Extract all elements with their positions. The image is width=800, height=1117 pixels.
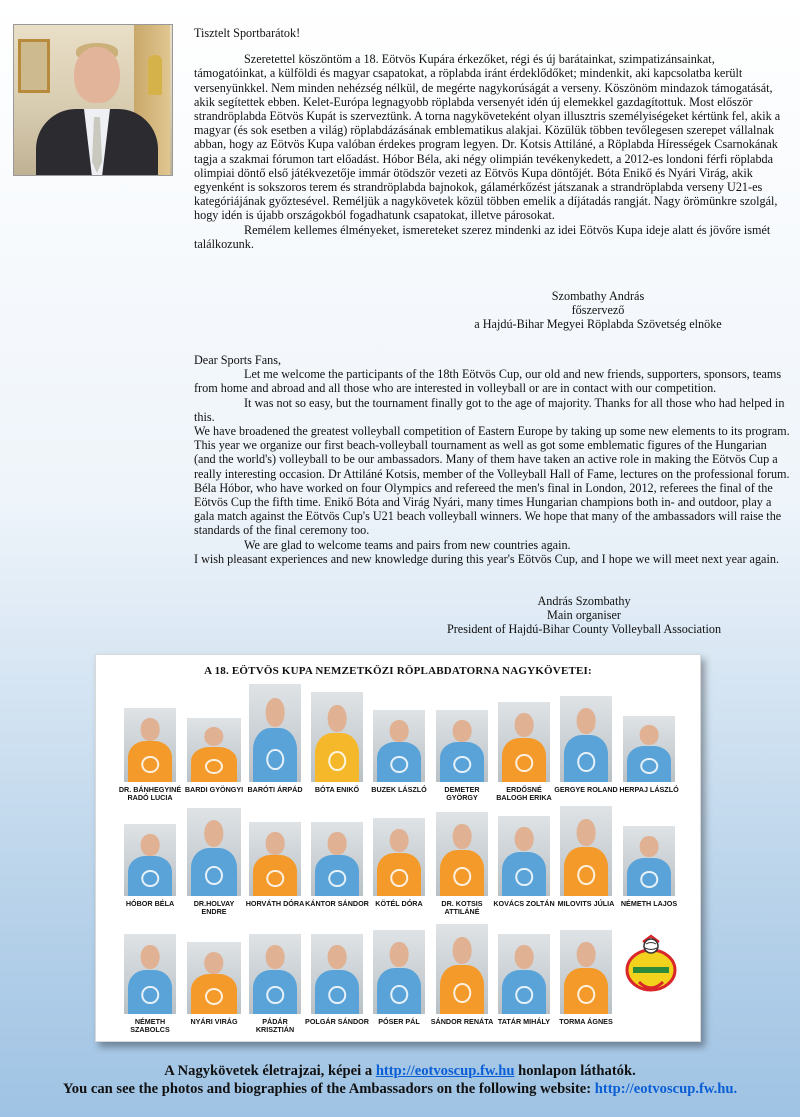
signature-english xyxy=(434,594,734,637)
ambassador-card xyxy=(554,926,618,1026)
ambassador-photo xyxy=(436,924,488,1014)
letter-greeting-hu: Tisztelt Sportbarátok! xyxy=(194,26,301,40)
eotvos-cup-logo xyxy=(623,932,679,998)
ambassador-name: KÁNTOR SÁNDOR xyxy=(305,899,369,908)
ambassador-name: NÉMETH SZABOLCS xyxy=(130,1017,170,1034)
footer-hungarian xyxy=(0,1063,800,1080)
ambassador-name: BÓTA ENIKŐ xyxy=(314,785,360,794)
ambassador-photo xyxy=(373,930,425,1014)
ambassador-name: PÓSER PÁL xyxy=(378,1017,420,1026)
ambassador-photo xyxy=(436,710,488,782)
author-portrait-photo xyxy=(13,24,173,176)
ambassador-card xyxy=(492,812,556,908)
ambassador-photo xyxy=(498,702,550,782)
ambassador-name: TORMA ÁGNES xyxy=(559,1017,613,1026)
ambassador-name: BARÓTI ÁRPÁD xyxy=(247,785,303,794)
signature-org-hu: a Hajdú-Bihar Megyei Röplabda Szövetség elnöke xyxy=(474,317,722,332)
ambassador-card xyxy=(492,698,556,802)
ambassador-card xyxy=(118,812,182,908)
ambassador-name: PÁDÁR KRISZTIÁN xyxy=(255,1017,295,1034)
ambassador-name: HORVÁTH DÓRA xyxy=(245,899,305,908)
ambassador-card xyxy=(305,698,369,794)
ambassador-card xyxy=(554,698,618,794)
letter-paragraph-hu-1: Szeretettel köszöntöm a 18. Eötvös Kupára érkezőket, régi és új barátainkat, szimpatizánsainkat, támogatóinkat, a külföldi és magyar csapatokat, a röplabda iránt érdeklődőket; mindenkit, aki kapcsolatba került versenyünkkel. Nem minden nehézség nélkül, de megérte nagykorúságát a verseny. Köszönöm mindazok támogatását, akik segítettek ebben. Kelet-Európa legnagyobb röplabda versenyét idén új elemekkel gazdagítottuk. Most először strandröplabda Eötvös Kupát is szerveztünk. A torna nagyköveteként olyan illusztris személyiségeket kértünk fel, akik a magyar (és sok esetben a világ) röplabdázásának emblematikus alakjai. Közülük többen tevőlegesen szerepet vállalnak abban, hogy az Eötvös Kupa valóban érdekes program legyen. Dr. Kotsis Attiláné, a Röplabda Hírességek Csarnokának tagja a szakmai fórumon tart előadást. Hóbor Béla, aki négy olimpián tevékenykedett, a 2012-es londoni férfi röplabda olimpiai döntő első játékvezetője immár ötödször vezeti az Eötvös Kupa döntőjét. Bóta Enikő és Nyári Virág, akik egyenként is sokszoros terem és strandröplabda bajnokok, gálamérkőzést játszanak a strandröplabda verseny U21-es kategóriájának győztesével. Reméljük a nagykövetek közül többen emelik a díjátadás rangját. Nagy örömünkre szolgál, hogy idén is újabb országokból fogadhatunk csapatokat, illetve párosokat. xyxy=(194,52,781,223)
ambassador-photo xyxy=(249,822,301,896)
ambassador-photo xyxy=(373,818,425,896)
footer-en-website-link[interactable]: http://eotvoscup.fw.hu. xyxy=(594,1081,738,1097)
letter-paragraph-en-5: I wish pleasant experiences and new knowledge during this year's Eötvös Cup, and I hope we will meet next year again. xyxy=(194,551,779,566)
ambassador-card xyxy=(430,812,494,916)
ambassador-card xyxy=(617,698,681,794)
ambassador-name: ERDŐSNÉ BALOGH ERIKA xyxy=(496,785,552,802)
signature-org-en: President of Hajdú-Bihar County Volleyball Association xyxy=(446,622,722,637)
ambassador-card xyxy=(430,698,494,802)
ambassador-name: KOVÁCS ZOLTÁN xyxy=(493,899,555,908)
ambassador-photo xyxy=(311,934,363,1014)
ambassador-name: NYÁRI VIRÁG xyxy=(190,1017,238,1026)
ambassador-photo xyxy=(436,812,488,896)
ambassador-card xyxy=(182,698,246,794)
ambassador-card xyxy=(430,926,494,1026)
letter-greeting-en: Dear Sports Fans, xyxy=(194,353,281,367)
signature-role-hu: főszervező xyxy=(571,303,625,318)
ambassador-photo xyxy=(623,826,675,896)
ambassador-photo xyxy=(560,930,612,1014)
ambassador-name: KÖTÉL DÓRA xyxy=(375,899,423,908)
ambassadors-board xyxy=(95,654,701,1042)
ambassador-name: DR.HOLVAY ENDRE xyxy=(193,899,235,916)
ambassador-card xyxy=(367,698,431,794)
ambassador-name: MILOVITS JÚLIA xyxy=(557,899,615,908)
letter-paragraph-en-4: We are glad to welcome teams and pairs from new countries again. xyxy=(244,537,571,552)
ambassador-name: GERGYE ROLAND xyxy=(554,785,618,794)
letter-paragraph-en-3: We have broadened the greatest volleyball competition of Eastern Europe by taking up some new elements to its program. This year we organize our first beach-volleyball tournament as well as got some emblematic figures of the Hungarian (and the world's) volleyball to be our ambassadors. Many of them have taken an active role in making the Eötvös Cup a really interesting occasion. Dr Attiláné Kotsis, member of the Volleyball Hall of Fame, lectures on the professional forum. Béla Hóbor, who have worked on four Olympics and refereed the men's final in London, 2012, referees the final of the Eötvös Cup the fifth time. Enikő Bóta and Virág Nyári, many times Hungarian champions both in- and outdoor, play a gala match against the Eötvös Cup's U21 beach volleyball winners. We hope that many of the ambassadors will raise the standards of the final ceremony too. xyxy=(194,424,790,538)
ambassador-photo xyxy=(187,718,241,782)
ambassador-card xyxy=(182,926,246,1026)
footer-english xyxy=(0,1081,800,1098)
footer-hu-text-after: honlapon láthatók. xyxy=(514,1063,636,1079)
ambassador-card xyxy=(243,926,307,1034)
ambassador-photo xyxy=(124,824,176,896)
ambassador-card xyxy=(305,926,369,1026)
ambassador-card xyxy=(367,926,431,1026)
ambassador-card xyxy=(367,812,431,908)
ambassador-card xyxy=(182,812,246,916)
signature-hungarian xyxy=(462,289,734,332)
ambassador-photo xyxy=(560,696,612,782)
letter-hungarian xyxy=(194,26,790,251)
ambassador-name: NÉMETH LAJOS xyxy=(620,899,678,908)
footer-en-text-before: You can see the photos and biographies of the Ambassadors on the following website: xyxy=(62,1081,595,1097)
letter-paragraph-en-1: Let me welcome the participants of the 18th Eötvös Cup, our old and new friends, supporters, sponsors, teams from home and abroad and all those who are interested in volleyball or are in contact with our competition. xyxy=(194,367,782,396)
letter-english xyxy=(194,353,790,566)
head xyxy=(74,47,120,103)
ambassador-card xyxy=(118,698,182,802)
ambassador-photo xyxy=(623,716,675,782)
trophy-icon xyxy=(148,55,162,95)
ambassador-card xyxy=(243,812,307,908)
ambassador-card xyxy=(305,812,369,908)
ambassador-photo xyxy=(498,934,550,1014)
ambassadors-title: A 18. EÖTVÖS KUPA NEMZETKÖZI RÖPLABDATORNA NAGYKÖVETEI: xyxy=(204,665,592,677)
ambassador-name: TATÁR MIHÁLY xyxy=(497,1017,551,1026)
ambassador-name: HÓBOR BÉLA xyxy=(125,899,175,908)
signature-role-en: Main organiser xyxy=(547,608,621,623)
ambassador-photo xyxy=(249,934,301,1014)
ambassador-photo xyxy=(498,816,550,896)
ambassador-photo xyxy=(560,806,612,896)
ambassador-photo xyxy=(249,684,301,782)
signature-name-en: András Szombathy xyxy=(537,594,631,608)
ambassador-card xyxy=(554,812,618,908)
footer-hu-text-before: A Nagykövetek életrajzai, képei a xyxy=(164,1063,376,1079)
ambassador-photo xyxy=(311,822,363,896)
ambassador-name: DEMETER GYÖRGY xyxy=(444,785,480,802)
ambassador-photo xyxy=(187,942,241,1014)
ambassador-photo xyxy=(187,808,241,896)
letter-paragraph-en-2: It was not so easy, but the tournament finally got to the age of majority. Thanks for all those who had helped in this. xyxy=(194,395,785,424)
footer-hu-website-link[interactable]: http://eotvoscup.fw.hu xyxy=(375,1063,515,1079)
ambassador-name: BARDI GYÖNGYI xyxy=(184,785,244,794)
ambassador-photo xyxy=(373,710,425,782)
ambassador-name: BUZEK LÁSZLÓ xyxy=(371,785,427,794)
ambassador-card xyxy=(243,698,307,794)
ambassador-card xyxy=(492,926,556,1026)
ambassador-card xyxy=(617,812,681,908)
letter-paragraph-hu-2: Remélem kellemes élményeket, ismereteket szerez mindenki az idei Eötvös Kupa ideje alatt és jövőre ismét találkozunk. xyxy=(194,222,771,251)
wall-frame xyxy=(18,39,50,93)
ambassador-name: POLGÁR SÁNDOR xyxy=(305,1017,369,1026)
ambassador-photo xyxy=(311,692,363,782)
ambassador-photo xyxy=(124,708,176,782)
ambassador-name: SÁNDOR RENÁTA xyxy=(430,1017,494,1026)
ambassador-photo xyxy=(124,934,176,1014)
ambassador-card xyxy=(118,926,182,1034)
ambassador-name: DR. KOTSIS ATTILÁNÉ xyxy=(441,899,483,916)
signature-name-hu: Szombathy András xyxy=(551,289,645,303)
ambassador-name: HERPAJ LÁSZLÓ xyxy=(619,785,679,794)
ambassador-name: DR. BÁNHEGYINÉ RADÓ LUCIA xyxy=(118,785,182,802)
